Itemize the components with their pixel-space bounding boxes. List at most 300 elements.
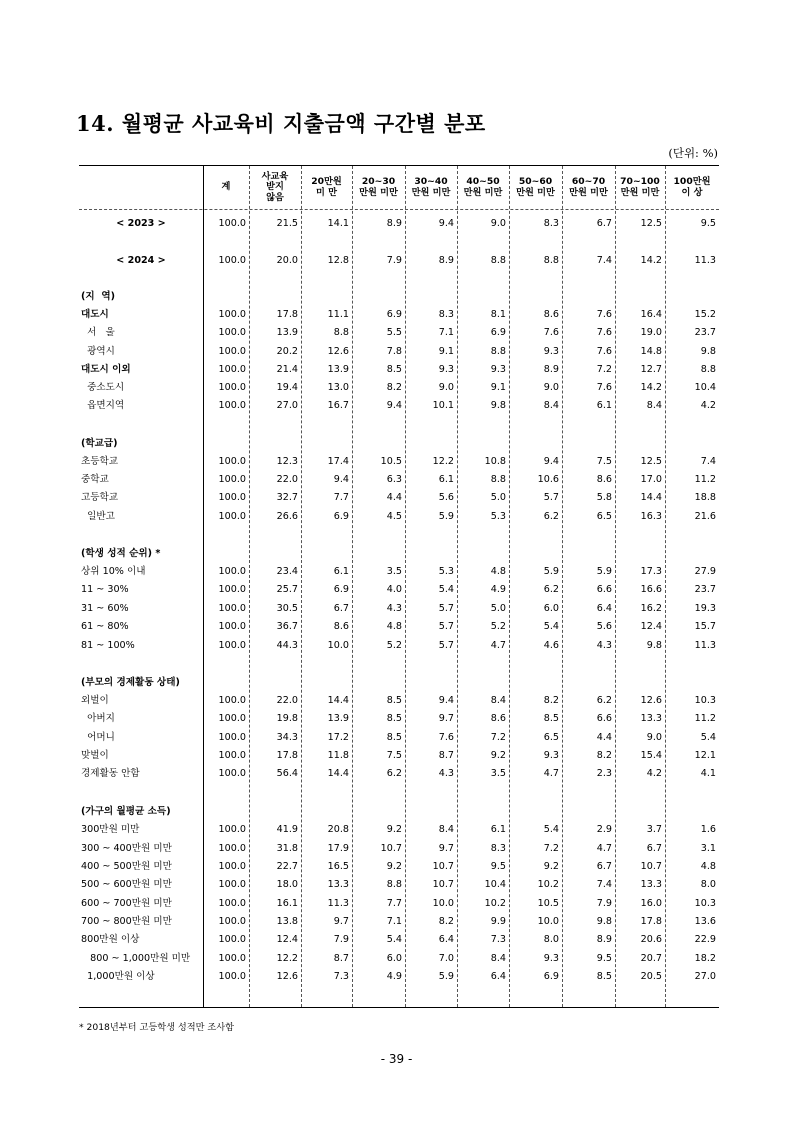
- footnote: * 2018년부터 고등학생 성적만 조사함: [79, 1022, 235, 1033]
- table-row: [79, 913, 719, 931]
- table-cell: 8.8: [333, 327, 349, 338]
- table-cell: 17.4: [327, 456, 349, 467]
- table-cell: 10.7: [640, 861, 662, 872]
- table-cell: 5.3: [438, 566, 454, 577]
- table-cell: 100.0: [218, 492, 246, 503]
- table-cell: 7.7: [386, 898, 402, 909]
- table-row: [79, 563, 719, 581]
- row-label: 400 ~ 500만원 미만: [81, 861, 172, 872]
- table-cell: 7.0: [438, 953, 454, 964]
- table-cell: 7.6: [543, 327, 559, 338]
- table-cell: 12.5: [640, 218, 662, 229]
- table-cell: 22.9: [694, 934, 716, 945]
- table-cell: 13.3: [327, 879, 349, 890]
- table-cell: 100.0: [218, 750, 246, 761]
- table-cell: 10.5: [380, 456, 402, 467]
- table-cell: 6.5: [596, 511, 612, 522]
- table-row: [79, 931, 719, 949]
- table-cell: 100.0: [218, 861, 246, 872]
- table-cell: 11.2: [694, 713, 716, 724]
- table-cell: 4.7: [543, 768, 559, 779]
- table-cell: 9.8: [596, 916, 612, 927]
- table-cell: 20.5: [640, 971, 662, 982]
- table-cell: 6.4: [490, 971, 506, 982]
- table-cell: 6.0: [386, 953, 402, 964]
- table-cell: 14.2: [640, 382, 662, 393]
- table-cell: 6.4: [596, 603, 612, 614]
- table-cell: 19.4: [276, 382, 298, 393]
- table-cell: 20.0: [276, 255, 298, 266]
- table-cell: 4.2: [646, 768, 662, 779]
- table-cell: 9.8: [490, 400, 506, 411]
- table-cell: 6.9: [490, 327, 506, 338]
- table-cell: 1.6: [700, 824, 716, 835]
- table-cell: 16.2: [640, 603, 662, 614]
- table-row: [79, 729, 719, 747]
- table-row: [79, 215, 719, 233]
- row-label: 800 ~ 1,000만원 미만: [81, 953, 191, 964]
- table-cell: 16.4: [640, 309, 662, 320]
- table-cell: 9.2: [386, 824, 402, 835]
- table-cell: 27.0: [276, 400, 298, 411]
- table-cell: 6.1: [490, 824, 506, 835]
- table-cell: 10.7: [380, 843, 402, 854]
- table-cell: 6.6: [596, 584, 612, 595]
- table-cell: 21.5: [276, 218, 298, 229]
- table-cell: 12.6: [640, 695, 662, 706]
- table-cell: 8.4: [438, 824, 454, 835]
- table-cell: 11.3: [694, 255, 716, 266]
- row-label: 1,000만원 이상: [81, 971, 155, 982]
- table-row: [79, 876, 719, 894]
- table-cell: 3.7: [646, 824, 662, 835]
- table-cell: 7.2: [490, 732, 506, 743]
- table-row: [79, 581, 719, 599]
- table-cell: 8.2: [543, 695, 559, 706]
- table-row: [79, 692, 719, 710]
- table-cell: 44.3: [276, 640, 298, 651]
- table-cell: 15.7: [694, 621, 716, 632]
- table-cell: 6.9: [386, 309, 402, 320]
- table-cell: 4.1: [700, 768, 716, 779]
- table-cell: 17.8: [276, 309, 298, 320]
- table-cell: 100.0: [218, 456, 246, 467]
- table-cell: 9.0: [438, 382, 454, 393]
- table-cell: 8.9: [438, 255, 454, 266]
- table-cell: 10.2: [537, 879, 559, 890]
- table-cell: 100.0: [218, 309, 246, 320]
- table-cell: 10.3: [694, 898, 716, 909]
- table-cell: 6.7: [596, 218, 612, 229]
- table-cell: 10.4: [694, 382, 716, 393]
- table-cell: 9.4: [543, 456, 559, 467]
- table-cell: 17.0: [640, 474, 662, 485]
- table-cell: 6.1: [333, 566, 349, 577]
- table-cell: 7.5: [596, 456, 612, 467]
- distribution-table: [79, 165, 719, 1008]
- table-cell: 12.2: [276, 953, 298, 964]
- table-cell: 8.0: [700, 879, 716, 890]
- section-header-row: [79, 545, 719, 563]
- table-cell: 7.4: [596, 879, 612, 890]
- table-cell: 5.7: [543, 492, 559, 503]
- table-cell: 8.9: [596, 934, 612, 945]
- table-cell: 7.6: [438, 732, 454, 743]
- table-cell: 100.0: [218, 953, 246, 964]
- table-cell: 100.0: [218, 364, 246, 375]
- unit-label: (단위: %): [668, 146, 718, 160]
- table-row: [79, 397, 719, 415]
- table-cell: 9.2: [490, 750, 506, 761]
- table-cell: 8.9: [386, 218, 402, 229]
- row-label: 경제활동 안함: [81, 768, 140, 779]
- table-cell: 4.3: [438, 768, 454, 779]
- table-cell: 6.2: [596, 695, 612, 706]
- table-cell: 9.8: [700, 346, 716, 357]
- table-row: [79, 618, 719, 636]
- table-cell: 8.5: [386, 732, 402, 743]
- table-cell: 14.1: [327, 218, 349, 229]
- table-row: [79, 600, 719, 618]
- table-cell: 16.5: [327, 861, 349, 872]
- table-cell: 10.6: [537, 474, 559, 485]
- row-label: 300만원 미만: [81, 824, 140, 835]
- row-label: 700 ~ 800만원 미만: [81, 916, 172, 927]
- table-cell: 9.3: [490, 364, 506, 375]
- table-cell: 11.8: [327, 750, 349, 761]
- table-cell: 6.1: [596, 400, 612, 411]
- table-cell: 8.8: [700, 364, 716, 375]
- table-row: [79, 840, 719, 858]
- table-cell: 6.0: [543, 603, 559, 614]
- table-cell: 9.1: [490, 382, 506, 393]
- table-cell: 13.9: [327, 364, 349, 375]
- table-cell: 100.0: [218, 400, 246, 411]
- table-cell: 5.5: [386, 327, 402, 338]
- table-cell: 5.4: [438, 584, 454, 595]
- table-cell: 100.0: [218, 511, 246, 522]
- table-cell: 17.8: [276, 750, 298, 761]
- table-cell: 20.8: [327, 824, 349, 835]
- table-cell: 4.8: [386, 621, 402, 632]
- column-header: 20~30 만원 미만: [359, 176, 398, 198]
- table-cell: 6.2: [543, 584, 559, 595]
- table-cell: 9.5: [490, 861, 506, 872]
- table-cell: 8.5: [596, 971, 612, 982]
- table-cell: 8.3: [490, 843, 506, 854]
- table-row: [79, 252, 719, 270]
- table-cell: 23.7: [694, 327, 716, 338]
- table-cell: 100.0: [218, 218, 246, 229]
- table-cell: 8.8: [490, 474, 506, 485]
- table-cell: 4.5: [386, 511, 402, 522]
- table-cell: 5.7: [438, 640, 454, 651]
- table-cell: 100.0: [218, 843, 246, 854]
- table-cell: 10.1: [432, 400, 454, 411]
- table-cell: 13.9: [276, 327, 298, 338]
- table-cell: 10.4: [484, 879, 506, 890]
- row-label: 맞벌이: [81, 750, 109, 761]
- section-header-row: [79, 435, 719, 453]
- table-cell: 10.0: [432, 898, 454, 909]
- table-cell: 8.6: [333, 621, 349, 632]
- table-cell: 8.5: [386, 364, 402, 375]
- table-cell: 9.2: [543, 861, 559, 872]
- table-cell: 100.0: [218, 566, 246, 577]
- table-cell: 4.7: [596, 843, 612, 854]
- column-header: 100만원 이 상: [673, 176, 711, 198]
- table-cell: 12.5: [640, 456, 662, 467]
- table-cell: 6.9: [333, 511, 349, 522]
- table-cell: 8.8: [490, 346, 506, 357]
- table-cell: 12.2: [432, 456, 454, 467]
- table-cell: 100.0: [218, 768, 246, 779]
- column-header: 20만원 미 만: [311, 176, 342, 198]
- table-cell: 6.2: [543, 511, 559, 522]
- table-cell: 12.7: [640, 364, 662, 375]
- table-cell: 17.9: [327, 843, 349, 854]
- row-label: 300 ~ 400만원 미만: [81, 843, 172, 854]
- table-cell: 34.3: [276, 732, 298, 743]
- row-label: 중학교: [81, 474, 109, 485]
- table-cell: 6.7: [596, 861, 612, 872]
- table-cell: 8.4: [490, 695, 506, 706]
- table-cell: 8.2: [438, 916, 454, 927]
- table-cell: 12.6: [276, 971, 298, 982]
- table-cell: 4.9: [386, 971, 402, 982]
- table-cell: 8.8: [543, 255, 559, 266]
- table-cell: 11.3: [694, 640, 716, 651]
- table-cell: 5.3: [490, 511, 506, 522]
- row-label: 외벌이: [81, 695, 109, 706]
- table-row: [79, 471, 719, 489]
- table-cell: 3.5: [490, 768, 506, 779]
- table-cell: 7.6: [596, 327, 612, 338]
- table-cell: 5.2: [386, 640, 402, 651]
- table-cell: 16.3: [640, 511, 662, 522]
- table-cell: 9.5: [596, 953, 612, 964]
- row-label: (학생 성적 순위) *: [81, 548, 161, 559]
- table-cell: 9.5: [700, 218, 716, 229]
- table-cell: 7.3: [490, 934, 506, 945]
- table-cell: 6.7: [646, 843, 662, 854]
- table-cell: 100.0: [218, 382, 246, 393]
- table-cell: 32.7: [276, 492, 298, 503]
- table-cell: 100.0: [218, 621, 246, 632]
- table-cell: 8.2: [596, 750, 612, 761]
- row-label: 대도시: [81, 309, 109, 320]
- row-label: 11 ~ 30%: [81, 584, 129, 595]
- table-cell: 30.5: [276, 603, 298, 614]
- table-cell: 7.8: [386, 346, 402, 357]
- page-title: 14. 월평균 사교육비 지출금액 구간별 분포: [76, 111, 486, 136]
- table-cell: 15.2: [694, 309, 716, 320]
- table-cell: 8.8: [490, 255, 506, 266]
- table-cell: 7.6: [596, 382, 612, 393]
- table-cell: 16.6: [640, 584, 662, 595]
- row-label: 상위 10% 이내: [81, 566, 146, 577]
- table-cell: 11.3: [327, 898, 349, 909]
- table-cell: 100.0: [218, 346, 246, 357]
- table-cell: 23.7: [694, 584, 716, 595]
- table-cell: 9.7: [438, 713, 454, 724]
- table-cell: 100.0: [218, 898, 246, 909]
- table-cell: 12.4: [640, 621, 662, 632]
- table-cell: 5.4: [700, 732, 716, 743]
- table-cell: 14.8: [640, 346, 662, 357]
- table-cell: 3.5: [386, 566, 402, 577]
- column-header: 40~50 만원 미만: [463, 176, 503, 198]
- table-cell: 9.1: [438, 346, 454, 357]
- table-cell: 19.3: [694, 603, 716, 614]
- table-cell: 100.0: [218, 732, 246, 743]
- row-label: 초등학교: [81, 456, 119, 467]
- table-cell: 5.9: [438, 511, 454, 522]
- table-cell: 13.9: [327, 713, 349, 724]
- table-cell: 12.4: [276, 934, 298, 945]
- row-label: < 2023 >: [116, 218, 166, 229]
- table-cell: 6.7: [333, 603, 349, 614]
- row-label: 일반고: [81, 511, 115, 522]
- table-cell: 19.8: [276, 713, 298, 724]
- table-cell: 4.6: [543, 640, 559, 651]
- row-label: 광역시: [81, 346, 115, 357]
- row-label: 500 ~ 600만원 미만: [81, 879, 172, 890]
- row-label: 중소도시: [81, 382, 125, 393]
- table-cell: 6.9: [333, 584, 349, 595]
- column-header: 70~100 만원 미만: [620, 176, 660, 198]
- table-cell: 18.8: [694, 492, 716, 503]
- table-cell: 4.8: [700, 861, 716, 872]
- header-divider: [79, 209, 719, 210]
- table-cell: 9.2: [386, 861, 402, 872]
- table-row: [79, 950, 719, 968]
- table-cell: 10.5: [537, 898, 559, 909]
- table-cell: 8.6: [543, 309, 559, 320]
- table-cell: 7.6: [596, 309, 612, 320]
- table-cell: 16.7: [327, 400, 349, 411]
- table-cell: 100.0: [218, 640, 246, 651]
- table-cell: 7.6: [596, 346, 612, 357]
- table-cell: 14.4: [327, 695, 349, 706]
- table-row: [79, 489, 719, 507]
- table-cell: 100.0: [218, 916, 246, 927]
- table-cell: 19.0: [640, 327, 662, 338]
- row-label: 아버지: [81, 713, 115, 724]
- table-cell: 9.0: [490, 218, 506, 229]
- table-cell: 18.0: [276, 879, 298, 890]
- table-cell: 13.0: [327, 382, 349, 393]
- table-cell: 16.0: [640, 898, 662, 909]
- table-cell: 8.1: [490, 309, 506, 320]
- table-cell: 4.0: [386, 584, 402, 595]
- table-cell: 100.0: [218, 584, 246, 595]
- table-cell: 22.7: [276, 861, 298, 872]
- table-cell: 8.0: [543, 934, 559, 945]
- table-cell: 20.6: [640, 934, 662, 945]
- column-header: 사교육 받지 않음: [261, 170, 289, 203]
- table-row: [79, 508, 719, 526]
- table-row: [79, 453, 719, 471]
- table-cell: 8.5: [543, 713, 559, 724]
- table-cell: 5.7: [438, 621, 454, 632]
- table-cell: 8.6: [596, 474, 612, 485]
- table-cell: 6.2: [386, 768, 402, 779]
- table-cell: 22.0: [276, 474, 298, 485]
- table-cell: 6.1: [438, 474, 454, 485]
- table-cell: 5.2: [490, 621, 506, 632]
- row-label: (부모의 경제활동 상태): [81, 677, 180, 688]
- table-cell: 100.0: [218, 971, 246, 982]
- table-cell: 27.0: [694, 971, 716, 982]
- table-cell: 5.4: [386, 934, 402, 945]
- row-label: 31 ~ 60%: [81, 603, 129, 614]
- table-cell: 56.4: [276, 768, 298, 779]
- table-cell: 100.0: [218, 879, 246, 890]
- table-cell: 9.0: [646, 732, 662, 743]
- row-label: 61 ~ 80%: [81, 621, 129, 632]
- table-row: [79, 765, 719, 783]
- table-cell: 4.7: [490, 640, 506, 651]
- table-row: [79, 324, 719, 342]
- table-cell: 100.0: [218, 934, 246, 945]
- table-cell: 9.7: [333, 916, 349, 927]
- table-cell: 14.2: [640, 255, 662, 266]
- row-label: (지 역): [81, 291, 115, 302]
- table-cell: 10.8: [484, 456, 506, 467]
- row-label: 어머니: [81, 732, 115, 743]
- table-cell: 31.8: [276, 843, 298, 854]
- table-cell: 9.7: [438, 843, 454, 854]
- table-cell: 6.3: [386, 474, 402, 485]
- table-cell: 8.2: [386, 382, 402, 393]
- table-cell: 15.4: [640, 750, 662, 761]
- table-cell: 5.6: [438, 492, 454, 503]
- table-cell: 14.4: [327, 768, 349, 779]
- table-cell: 13.3: [640, 713, 662, 724]
- table-cell: 8.7: [438, 750, 454, 761]
- table-row: [79, 306, 719, 324]
- table-cell: 5.9: [438, 971, 454, 982]
- row-label: 고등학교: [81, 492, 119, 503]
- table-cell: 8.4: [490, 953, 506, 964]
- table-cell: 7.2: [596, 364, 612, 375]
- table-cell: 2.9: [596, 824, 612, 835]
- table-cell: 17.8: [640, 916, 662, 927]
- table-cell: 8.3: [438, 309, 454, 320]
- table-cell: 100.0: [218, 713, 246, 724]
- table-cell: 3.1: [700, 843, 716, 854]
- table-cell: 8.5: [386, 695, 402, 706]
- table-cell: 7.1: [386, 916, 402, 927]
- section-header-row: [79, 288, 719, 306]
- table-cell: 36.7: [276, 621, 298, 632]
- table-cell: 12.3: [276, 456, 298, 467]
- row-label: (학교급): [81, 438, 118, 449]
- table-cell: 8.4: [543, 400, 559, 411]
- table-cell: 8.5: [386, 713, 402, 724]
- table-cell: 5.4: [543, 621, 559, 632]
- table-cell: 10.7: [432, 879, 454, 890]
- table-cell: 7.3: [333, 971, 349, 982]
- table-cell: 23.4: [276, 566, 298, 577]
- table-cell: 9.3: [543, 346, 559, 357]
- table-cell: 5.7: [438, 603, 454, 614]
- table-cell: 8.3: [543, 218, 559, 229]
- table-cell: 25.7: [276, 584, 298, 595]
- table-cell: 100.0: [218, 695, 246, 706]
- table-cell: 9.4: [386, 400, 402, 411]
